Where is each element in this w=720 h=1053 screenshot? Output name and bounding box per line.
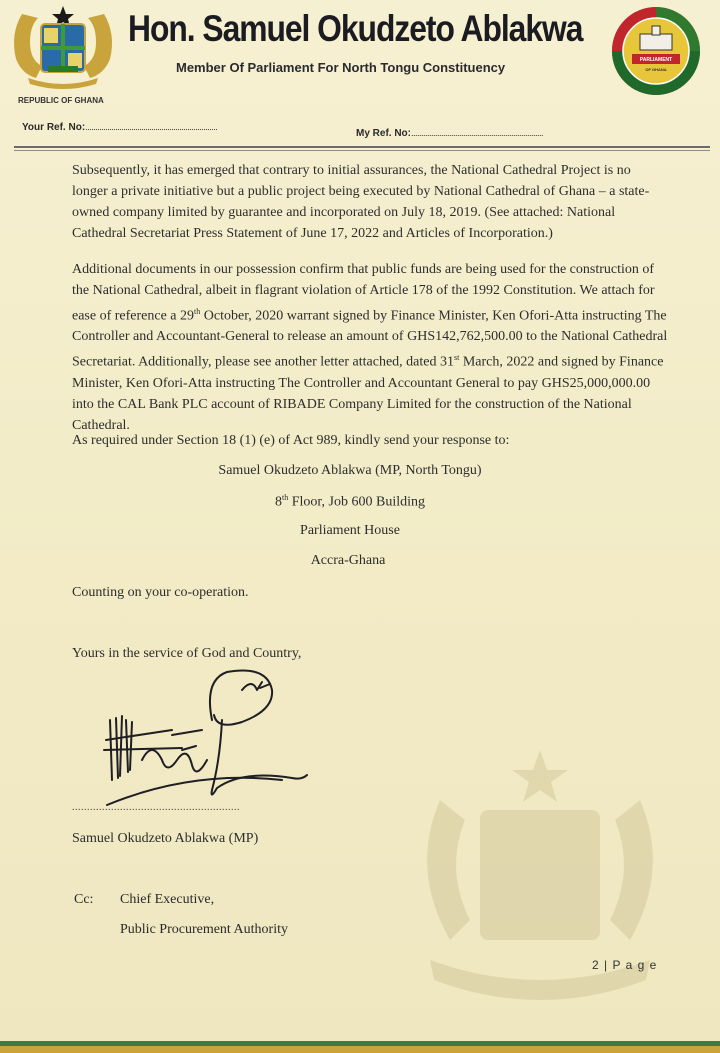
closing-service: Yours in the service of God and Country,	[72, 646, 302, 661]
paragraph-2	[72, 260, 668, 437]
letterhead-subtitle: Member Of Parliament For North Tongu Constituency	[176, 60, 506, 75]
ghana-coat-of-arms-icon	[8, 4, 118, 92]
parliament-seal-icon	[610, 4, 702, 98]
cc-label: Cc:	[74, 892, 94, 907]
paragraph-1: Subsequently, it has emerged that contrary to initial assurances, the National Cathedral Project is no longer a private initiative but a public project being executed by National Cathedral of Ghana – a state-owned company limited by guarantee and incorporated on July 18, 2019. (See attached: National Cathedral Secretariat Press Statement of June 17, 2022 and Articles of Incorporation.)	[72, 163, 650, 241]
address-line-2	[0, 493, 710, 511]
seal-text-top: PARLIAMENT	[639, 57, 673, 63]
signer-name: Samuel Okudzeto Ablakwa (MP)	[72, 831, 259, 846]
your-ref	[22, 122, 217, 133]
my-ref-dots: ..................................................................	[411, 128, 544, 138]
your-ref-dots: ..................................................................	[85, 122, 218, 132]
page-number: 2 | P a g e	[592, 958, 658, 972]
reference-line	[22, 122, 706, 138]
paragraph-2-part-b: October, 2020 warrant signed by Finance Minister, Ken Ofori-Atta instructing The Controller and Accountant-General to release an amount of GHS142,762,500.00 to the National Cathedral Secretariat. Additionally, please see another letter attached, dated 31	[72, 308, 668, 370]
letterhead-name: Hon. Samuel Okudzeto Ablakwa	[128, 8, 583, 49]
header-divider	[14, 146, 710, 148]
footer-gold-band	[0, 1046, 720, 1053]
address-line-4: Accra-Ghana	[310, 553, 386, 568]
seal-text-bottom: OF GHANA	[645, 67, 667, 72]
paragraph-2-part-a: Additional documents in our possession confirm that public funds are being used for the construction of the National Cathedral, albeit in flagrant violation of Article 178 of the 1992 Constitution. We attach for ease of reference a 29	[72, 262, 655, 324]
signature-line: ........................................................	[72, 802, 240, 813]
header-divider-thin	[14, 150, 710, 151]
closing-cooperation: Counting on your co-operation.	[72, 585, 249, 600]
cc-recipient-org: Public Procurement Authority	[120, 922, 288, 937]
address-floor-rest: Floor, Job 600 Building	[288, 494, 425, 510]
my-ref	[356, 128, 543, 139]
superscript-th: th	[194, 306, 201, 316]
coat-of-arms-watermark-icon	[410, 740, 670, 1020]
my-ref-label: My Ref. No:	[356, 128, 411, 139]
handwritten-signature	[92, 660, 322, 810]
your-ref-label: Your Ref. No:	[22, 122, 86, 133]
republic-caption: REPUBLIC OF GHANA	[18, 96, 104, 105]
paragraph-2-part-c: March, 2022 and signed by Finance Minister, Ken Ofori-Atta instructing The Controller and Accountant General to pay GHS25,000,000.00 into the CAL Bank PLC account of RIBADE Company Limited for the construction of the National Cathedral.	[72, 354, 664, 433]
cc-recipient-title: Chief Executive,	[120, 892, 215, 907]
superscript-st: st	[454, 353, 460, 363]
address-line-3: Parliament House	[300, 523, 400, 538]
address-floor-number: 8	[275, 494, 283, 510]
address-line-1: Samuel Okudzeto Ablakwa (MP, North Tongu)	[218, 463, 482, 478]
paragraph-3: As required under Section 18 (1) (e) of Act 989, kindly send your response to:	[72, 433, 510, 448]
address-floor-sup: th	[282, 493, 289, 502]
